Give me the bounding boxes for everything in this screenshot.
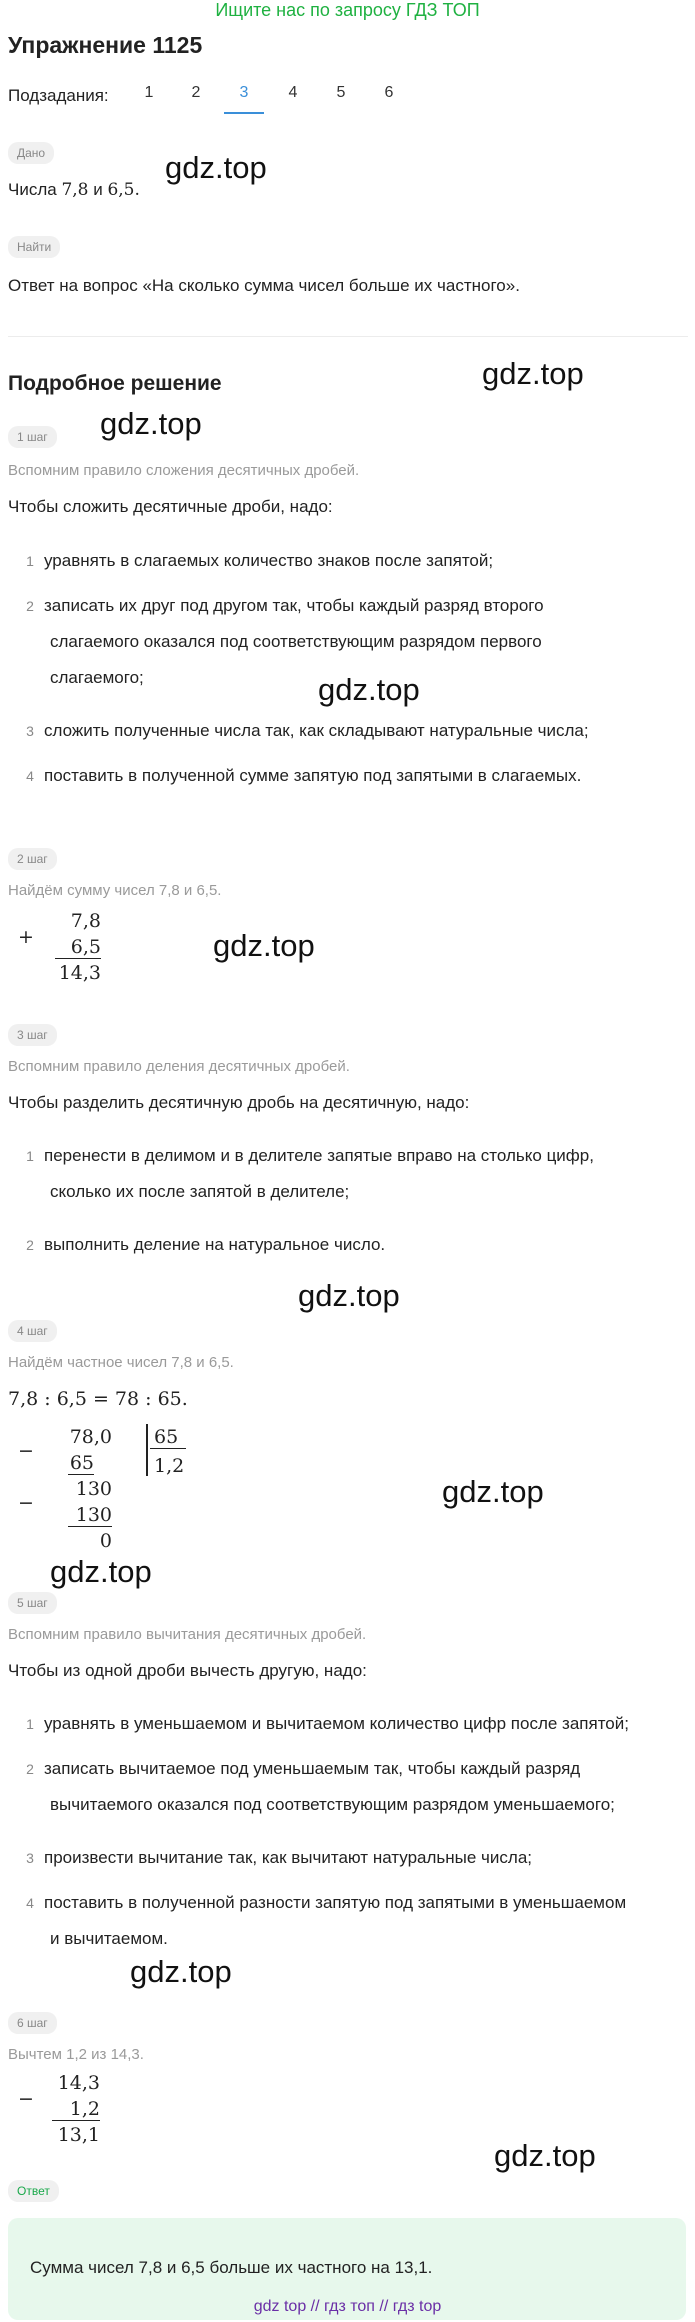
dividend: 78,0 [69, 1426, 112, 1448]
watermark: gdz.top [318, 672, 420, 707]
footer-links [0, 2298, 695, 2316]
division-bracket-vertical [146, 1424, 148, 1476]
quotient: 1,2 [154, 1455, 185, 1477]
given-section [8, 142, 54, 164]
remainder-2: 0 [99, 1530, 112, 1552]
minus-sign: − [18, 1440, 34, 1462]
step-5-chip-wrap [8, 1592, 57, 1614]
list-item: записать вычитаемое под уменьшаемым так, чтобы каждый разряд [44, 1759, 581, 1778]
list-item-cont: слагаемого оказался под соответствующим разрядом первого [50, 632, 542, 651]
solution-title: Подробное решение [8, 372, 222, 395]
divisor: 65 [150, 1426, 186, 1449]
step-6-chip: 6 шаг [8, 2012, 57, 2034]
find-chip: Найти [8, 236, 60, 258]
list-item-cont: слагаемого; [50, 668, 144, 687]
divider [8, 336, 688, 337]
list-item: поставить в полученной разности запятую под запятыми в уменьшаемом [44, 1893, 627, 1912]
list-item-cont: и вычитаемом. [50, 1929, 168, 1948]
tab-subtask-1[interactable]: 1 [144, 84, 154, 101]
list-number: 4 [26, 768, 34, 784]
subtasks-label: Подзадания: [8, 86, 109, 105]
subtrahend-2: 130 [68, 1504, 112, 1527]
step-4-note: Найдём частное чисел 7,8 и 6,5. [8, 1354, 234, 1371]
addend-b: 6,5 [55, 936, 101, 959]
step-2-chip: 2 шаг [8, 848, 57, 870]
step-5-chip: 5 шаг [8, 1592, 57, 1614]
list-number: 1 [26, 553, 34, 569]
addition-sign: + [18, 926, 34, 948]
step-1-note: Вспомним правило сложения десятичных дробей. [8, 462, 360, 479]
list-number: 2 [26, 598, 34, 614]
list-item: выполнить деление на натуральное число. [44, 1235, 386, 1254]
list-item: поставить в полученной сумме запятую под запятыми в слагаемых. [44, 766, 582, 785]
given-number-b: 6,5. [107, 180, 140, 200]
list-item: произвести вычитание так, как вычитают натуральные числа; [44, 1848, 532, 1867]
step-6-note: Вычтем 1,2 из 14,3. [8, 2046, 144, 2063]
step-1-chip: 1 шаг [8, 426, 57, 448]
given-chip: Дано [8, 142, 54, 164]
step-5-note: Вспомним правило вычитания десятичных дробей. [8, 1626, 367, 1643]
addend-a: 7,8 [70, 910, 101, 932]
step-1-lead: Чтобы сложить десятичные дроби, надо: [8, 497, 333, 516]
list-number: 2 [26, 1761, 34, 1777]
watermark: gdz.top [100, 406, 202, 441]
watermark: gdz.top [494, 2138, 596, 2173]
footer-link[interactable]: гдз top [392, 2298, 442, 2315]
answer-chip: Ответ [8, 2180, 59, 2202]
list-item: уравнять в уменьшаемом и вычитаемом количество цифр после запятой; [44, 1714, 629, 1733]
watermark: gdz.top [298, 1278, 400, 1313]
difference-result: 13,1 [57, 2124, 100, 2146]
step-5-lead: Чтобы из одной дроби вычесть другую, надо: [8, 1661, 367, 1680]
answer-text: Сумма чисел 7,8 и 6,5 больше их частного на 13,1. [30, 2258, 433, 2277]
watermark: gdz.top [130, 1954, 232, 1989]
step-2-chip-wrap [8, 848, 57, 870]
step-3-note: Вспомним правило деления десятичных дробей. [8, 1058, 350, 1075]
tab-subtask-3[interactable]: 3 [239, 84, 249, 101]
watermark: gdz.top [213, 928, 315, 963]
list-item: записать их друг под другом так, чтобы каждый разряд второго [44, 596, 544, 615]
list-number: 3 [26, 1850, 34, 1866]
subtrahend: 1,2 [52, 2098, 100, 2121]
active-tab-indicator [224, 112, 264, 114]
footer-separator: // [379, 2298, 389, 2315]
footer-separator: // [310, 2298, 320, 2315]
tab-subtask-2[interactable]: 2 [191, 84, 201, 101]
given-conj: и [93, 180, 103, 199]
top-banner: Ищите нас по запросу ГДЗ ТОП [215, 0, 480, 20]
minus-sign: − [18, 1492, 34, 1514]
watermark: gdz.top [482, 356, 584, 391]
list-number: 1 [26, 1716, 34, 1732]
step-3-chip-wrap [8, 1024, 57, 1046]
list-item: сложить полученные числа так, как складывают натуральные числа; [44, 721, 589, 740]
remainder-1: 130 [75, 1478, 112, 1500]
page-title: Упражнение 1125 [8, 32, 203, 58]
tab-subtask-6[interactable]: 6 [384, 84, 394, 101]
list-item-cont: сколько их после запятой в делителе; [50, 1182, 350, 1201]
given-number-a: 7,8 [61, 180, 89, 200]
tab-subtask-5[interactable]: 5 [336, 84, 346, 101]
given-text [8, 180, 140, 200]
list-number: 2 [26, 1237, 34, 1253]
given-prefix: Числа [8, 180, 57, 199]
step-4-chip: 4 шаг [8, 1320, 57, 1342]
list-item: уравнять в слагаемых количество знаков после запятой; [44, 551, 494, 570]
list-number: 1 [26, 1148, 34, 1164]
watermark: gdz.top [442, 1474, 544, 1509]
find-section [8, 236, 60, 258]
step-2-note: Найдём сумму чисел 7,8 и 6,5. [8, 882, 222, 899]
footer-link[interactable]: гдз топ [324, 2298, 375, 2315]
minuend: 14,3 [57, 2072, 100, 2094]
subtrahend-1: 65 [69, 1452, 94, 1474]
division-equation: 7,8 : 6,5 = 78 : 65. [8, 1388, 188, 1410]
tab-subtask-4[interactable]: 4 [288, 84, 298, 101]
list-number: 4 [26, 1895, 34, 1911]
footer-link[interactable]: gdz top [253, 2298, 307, 2315]
find-text: Ответ на вопрос «На сколько сумма чисел больше их частного». [8, 276, 520, 295]
step-3-lead: Чтобы разделить десятичную дробь на десятичную, надо: [8, 1093, 470, 1112]
step-4-chip-wrap [8, 1320, 57, 1342]
list-item-cont: вычитаемого оказался под соответствующим разрядом уменьшаемого; [50, 1795, 615, 1814]
list-item: перенести в делимом и в делителе запятые вправо на столько цифр, [44, 1146, 594, 1165]
watermark: gdz.top [50, 1554, 152, 1589]
subtraction-sign: − [18, 2088, 34, 2110]
watermark: gdz.top [165, 150, 267, 185]
list-number: 3 [26, 723, 34, 739]
step-6-chip-wrap [8, 2012, 57, 2034]
sum-result: 14,3 [58, 962, 101, 984]
answer-chip-wrap [8, 2180, 59, 2202]
step-1-chip-wrap [8, 426, 57, 448]
step-3-chip: 3 шаг [8, 1024, 57, 1046]
